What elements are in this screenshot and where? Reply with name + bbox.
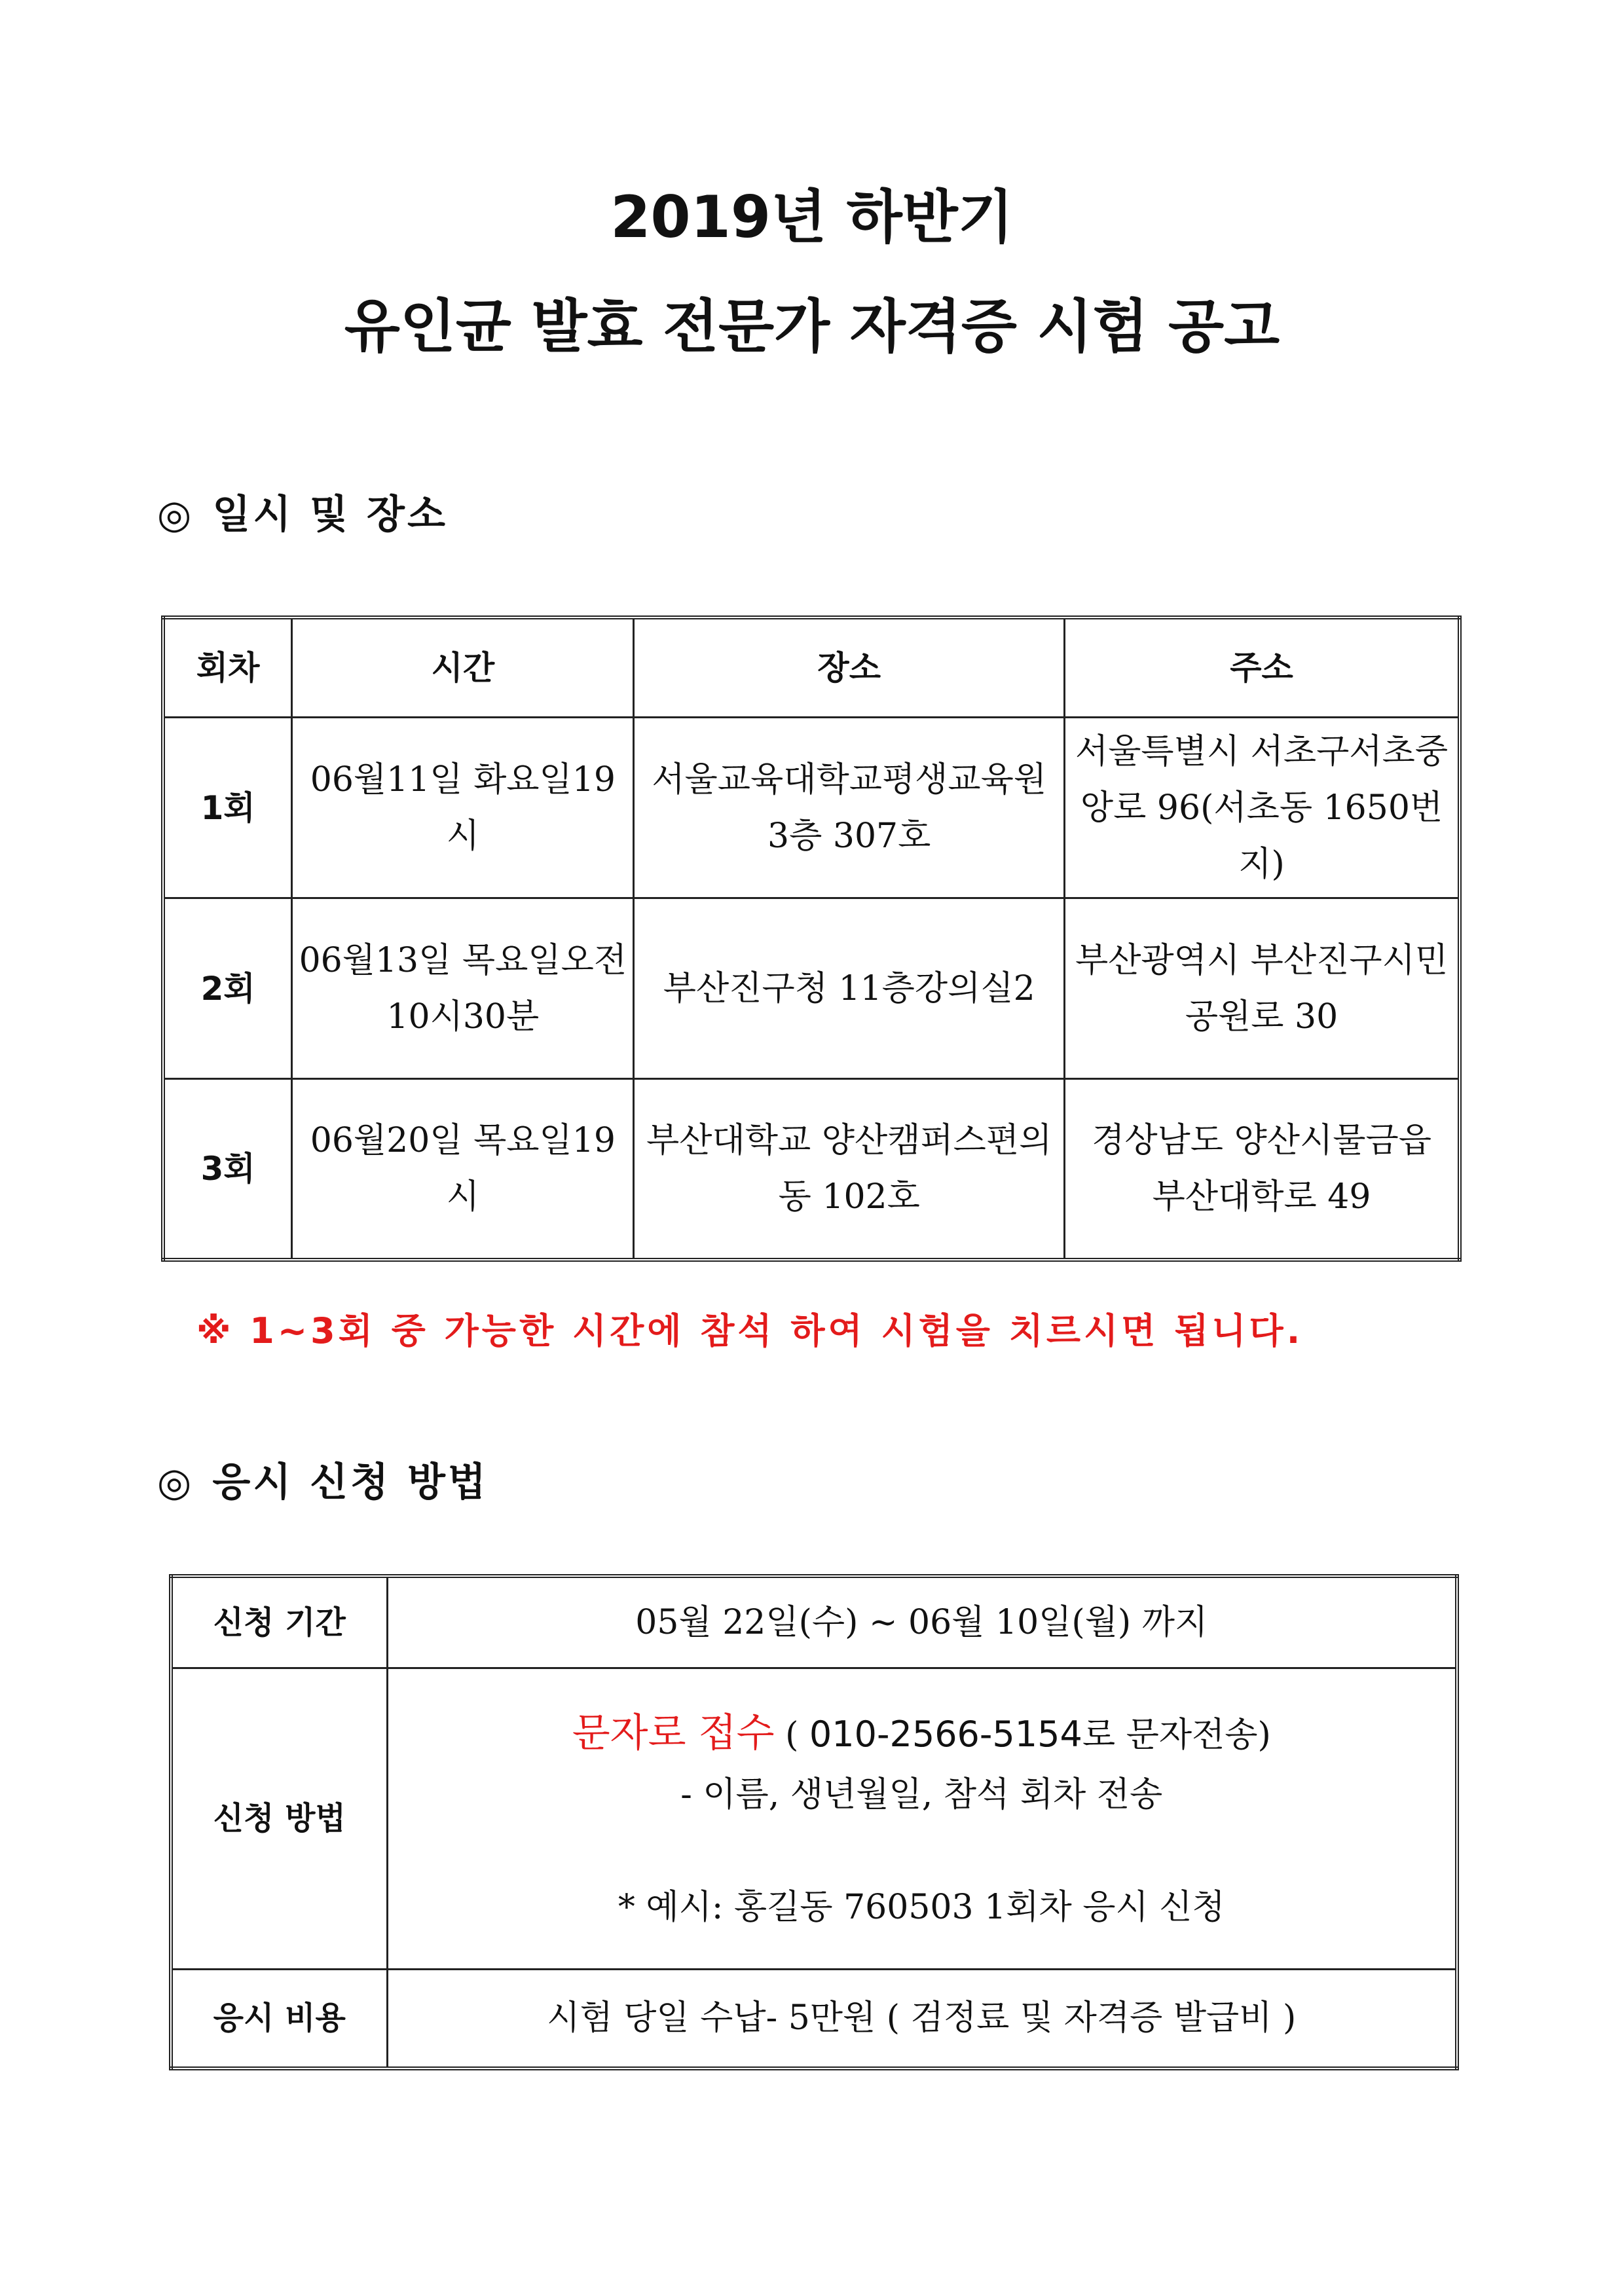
table-row (163, 718, 1460, 898)
time-hour: 19시 (446, 1120, 616, 1217)
address-line: (서초동 1650번지) (1200, 788, 1443, 884)
round-cell: 3회 (163, 1079, 292, 1260)
title-line-1: 2019년 하반기 (610, 183, 1014, 251)
period-value: 05월 22일(수) ~ 06월 10일(월) 까지 (387, 1576, 1457, 1668)
time-date: 06월11일 화요일 (310, 760, 572, 799)
application-table (169, 1574, 1459, 2070)
fee-label: 응시 비용 (171, 1969, 387, 2068)
header-place: 장소 (634, 617, 1065, 718)
round-cell: 1회 (163, 718, 292, 898)
double-circle-icon: ◎ (157, 1460, 194, 1505)
address-line: 서울특별시 서초구 (1075, 731, 1350, 771)
address-line: 부산광역시 부산진구 (1075, 940, 1382, 980)
place-line: 부산대학교 양산캠퍼스 (646, 1120, 986, 1160)
time-hour: 19시 (446, 760, 616, 856)
table-row (163, 898, 1460, 1079)
time-date: 06월13일 목요일 (299, 940, 561, 980)
method-main-line (394, 1702, 1450, 1767)
attendance-notice: ※ 1~3회 중 가능한 시간에 참석 하여 시험을 치르시면 됩니다. (196, 1310, 1304, 1351)
time-cell (292, 898, 634, 1079)
place-line: 평생교육원 3층 307호 (767, 760, 1047, 856)
table-row (163, 1079, 1460, 1260)
double-circle-icon: ◎ (157, 492, 194, 538)
time-cell (292, 1079, 634, 1260)
header-round: 회차 (163, 617, 292, 718)
place-line: 서울교육대학교 (652, 760, 882, 799)
time-cell (292, 718, 634, 898)
address-line: 서초중앙로 96 (1080, 731, 1449, 828)
table-row (171, 1969, 1457, 2068)
place-cell (634, 1079, 1065, 1260)
method-example: * 예시: 홍길동 760503 1회차 응시 신청 (618, 1887, 1225, 1927)
place-line: 부산진구청 11층 (663, 968, 915, 1008)
method-paren: ( (774, 1715, 809, 1755)
section-heading-text: 일시 및 장소 (212, 492, 448, 538)
table-row (171, 1576, 1457, 1668)
section-heading-text: 응시 신청 방법 (212, 1460, 489, 1505)
address-line: 시민공원로 30 (1185, 940, 1449, 1037)
method-value (387, 1668, 1457, 1969)
table-row (171, 1668, 1457, 1969)
address-line: 물금읍 부산대학로 49 (1152, 1120, 1431, 1217)
fee-value: 시험 당일 수납- 5만원 ( 검정료 및 자격증 발급비 ) (387, 1969, 1457, 2068)
time-date: 06월20일 목요일 (310, 1120, 572, 1160)
place-cell (634, 898, 1065, 1079)
address-cell (1065, 1079, 1460, 1260)
place-cell (634, 718, 1065, 898)
place-line: 강의실2 (914, 968, 1035, 1008)
method-label: 신청 방법 (171, 1668, 387, 1969)
header-time: 시간 (292, 617, 634, 718)
place-line: 편의동 102호 (778, 1120, 1052, 1217)
address-cell (1065, 898, 1460, 1079)
section-heading-application (157, 1460, 489, 1505)
method-suffix: 로 문자전송) (1082, 1715, 1271, 1755)
section-heading-schedule (157, 492, 448, 538)
address-cell (1065, 718, 1460, 898)
method-red-text: 문자로 접수 (572, 1710, 775, 1756)
schedule-table (161, 615, 1462, 1262)
time-hour: 오전 10시30분 (386, 940, 627, 1037)
phone-number: 010-2566-5154 (809, 1713, 1082, 1755)
header-address: 주소 (1065, 617, 1460, 718)
method-detail: - 이름, 생년월일, 참석 회차 전송 (680, 1774, 1163, 1814)
round-cell: 2회 (163, 898, 292, 1079)
table-header-row (163, 617, 1460, 718)
title-line-2: 유인균 발효 전문가 자격증 시험 공고 (344, 293, 1280, 360)
address-line: 경상남도 양산시 (1092, 1120, 1333, 1160)
period-label: 신청 기간 (171, 1576, 387, 1668)
